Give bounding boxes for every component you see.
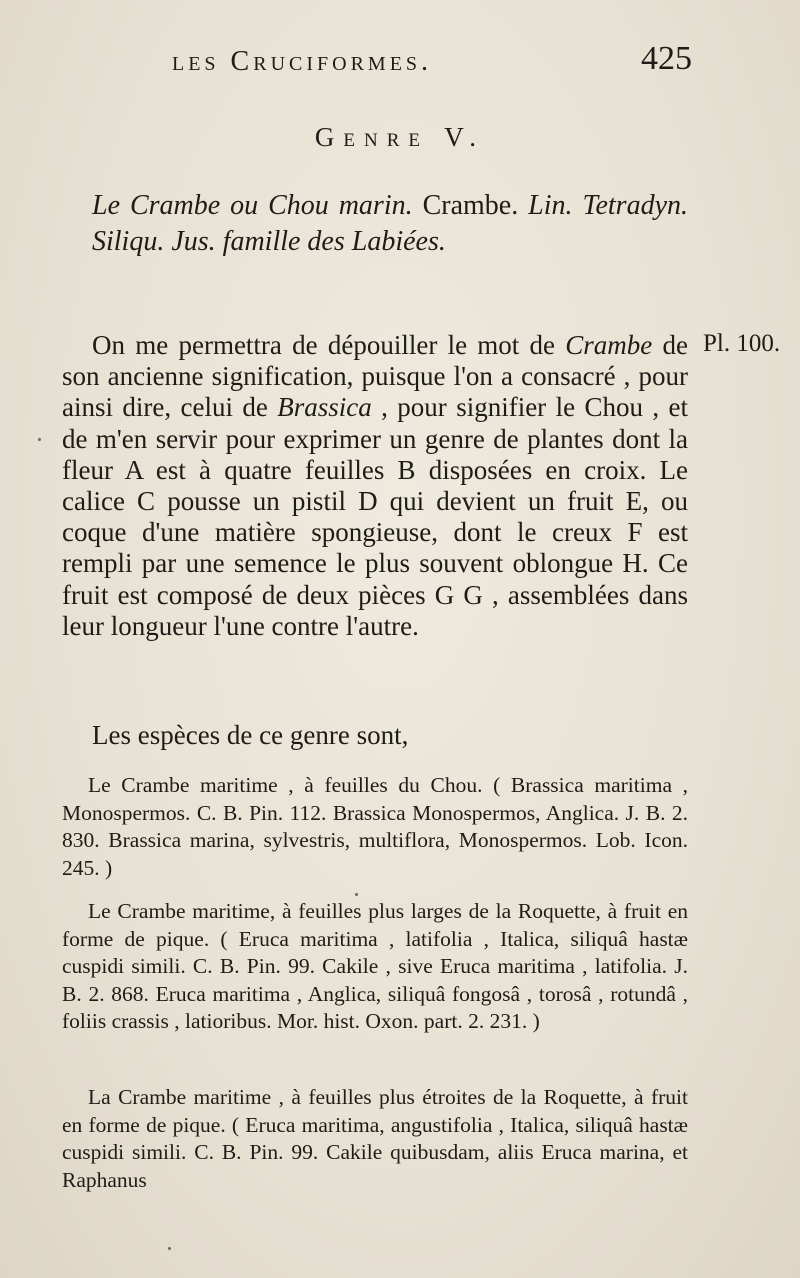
plate-reference: Pl. 100. — [703, 330, 781, 357]
species-entry: Le Crambe maritime, à feuilles plus larges de la Roquette, à fruit en forme de pique. ( Eruca maritima , latifolia , Italica, siliquâ hastæ cuspidi simili. C. B. Pin. 99. Cakile , sive Eruca maritima , latifolia. J. B. 2. 868. Eruca maritima , Anglica, siliquâ fongosâ , torosâ , rotundâ , foliis crassis , latioribus. Mor. hist. Oxon. part. 2. 231. ) — [62, 899, 688, 1033]
genus-title-latin: Crambe. — [412, 190, 529, 221]
paragraph-text-2: de son ancienne signification, puisque l'on a consacré , pour ainsi dire, celui de — [62, 330, 689, 423]
paragraph-term-brassica: Brassica — [277, 392, 372, 423]
running-head: les Cruciformes. — [172, 46, 433, 77]
paragraph-term-crambe: Crambe — [565, 330, 653, 360]
paragraph-text-3: , pour signifier le Chou , et de m'en servir pour exprimer un genre de plantes dont la fleur A est à quatre feuilles B disposées en croix. Le calice C pousse un pistil D qui devient un fruit E, ou coque d'une matière spongieuse, dont le creux F est rempli par une semence le plus souvent oblongue H. Ce fruit est composé de deux pièces G G , assemblées dans leur longueur l'une contre l'autre. — [62, 392, 688, 641]
page-header — [172, 40, 692, 86]
paragraph-text-1: On me permettra de dépouiller le mot de — [92, 330, 566, 360]
species-entry: Le Crambe maritime , à feuilles du Chou. ( Brassica maritima , Monospermos. C. B. Pin. 112. Brassica Monospermos, Anglica. J. B. 2. 830. Brassica marina, sylvestris, multiflora, Monospermos. Lob. Icon. 245. ) — [62, 773, 688, 880]
ink-speck — [38, 438, 41, 441]
species-entry: La Crambe maritime , à feuilles plus étroites de la Roquette, à fruit en forme de pique. ( Eruca maritima, angustifolia , Italica, siliquâ hastæ cuspidi simili. C. B. Pin. 99. Cakile quibusdam, aliis Eruca marina, et Raphanus — [62, 1085, 688, 1192]
genus-title-classification: Lin. Tetradyn. Siliqu. Jus. famille des Labiées. — [92, 190, 688, 257]
page-number: 425 — [641, 40, 692, 77]
ink-speck — [168, 1247, 171, 1250]
description-paragraph — [62, 330, 688, 642]
genus-heading: Genre V. — [314, 122, 486, 152]
species-heading: Les espèces de ce genre sont, — [92, 720, 409, 750]
genus-title — [92, 188, 688, 260]
genus-title-name: Le Crambe ou Chou marin. — [92, 190, 413, 221]
ink-speck — [355, 893, 358, 896]
